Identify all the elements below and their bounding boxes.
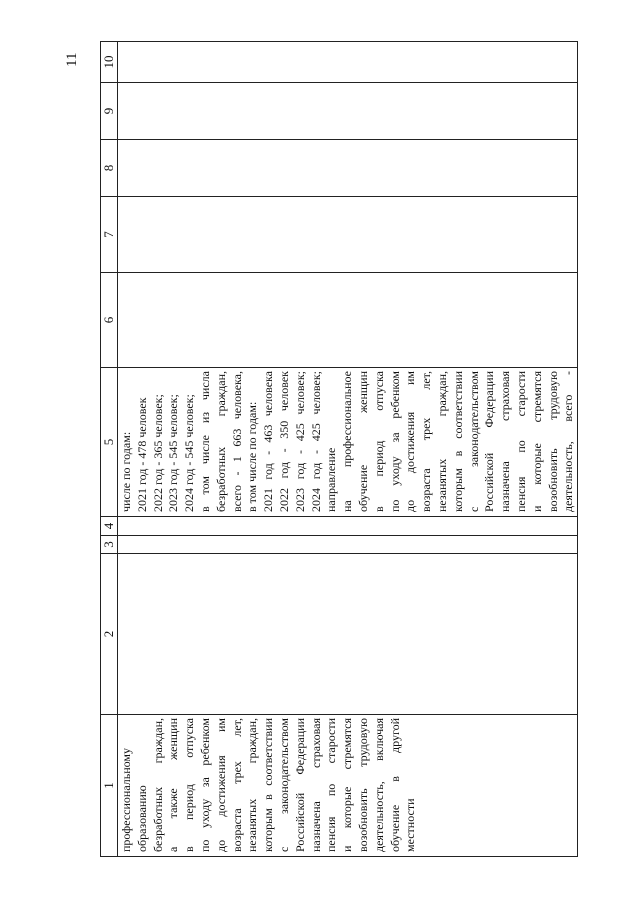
text-line: обучение в другой xyxy=(387,718,402,852)
page-number: 11 xyxy=(64,52,80,67)
text-line: возобновить трудовую xyxy=(545,371,560,512)
column-header: 10 xyxy=(101,42,118,83)
text-line: 2021 год - 463 человека xyxy=(261,371,276,512)
column-header: 8 xyxy=(101,140,118,197)
column-header: 3 xyxy=(101,536,118,554)
column-header: 6 xyxy=(101,273,118,368)
text-line: возобновить трудовую xyxy=(355,718,370,852)
text-line: по уходу за ребенком xyxy=(387,371,402,512)
text-line: незанятых граждан, xyxy=(245,718,260,852)
text-line: которым в соответствии xyxy=(450,371,465,512)
cell-col-6 xyxy=(118,273,578,368)
text-line: 2023 год - 545 человек; xyxy=(166,394,181,512)
text-line: которым в соответствии xyxy=(261,718,276,852)
text-line: назначена страховая xyxy=(308,718,323,852)
text-line: до достижения им xyxy=(213,718,228,852)
text-line: Российской Федерации xyxy=(482,371,497,512)
text-line: в период отпуска xyxy=(182,718,197,852)
column-header: 2 xyxy=(101,554,118,715)
column-header: 5 xyxy=(101,368,118,517)
cell-col-9 xyxy=(118,83,578,140)
text-line: назначена страховая xyxy=(498,371,513,512)
text-line: Российской Федерации xyxy=(292,718,307,852)
text-line: 2021 год - 478 человек xyxy=(134,397,149,512)
text-line: числе по годам: xyxy=(119,431,133,512)
text-line: до достижения им xyxy=(403,371,418,512)
text-line: деятельность, всего - xyxy=(561,371,576,512)
text-line: на профессиональное xyxy=(340,371,355,512)
text-line: 2022 год - 365 человек; xyxy=(150,394,165,512)
text-line: профессиональному xyxy=(119,748,133,852)
text-line: 2023 год - 425 человек; xyxy=(292,371,307,512)
text-line: в период отпуска xyxy=(371,371,386,512)
text-line: возраста трех лет, xyxy=(419,371,434,512)
text-line: с законодательством xyxy=(276,718,291,852)
text-line: в том числе по годам: xyxy=(245,401,260,512)
cell-col-8 xyxy=(118,140,578,197)
text-line: 2024 год - 425 человек; xyxy=(308,371,323,512)
text-line: безработных граждан, xyxy=(150,718,165,852)
cell-col-1 xyxy=(118,715,578,857)
text-line: пенсия по старости xyxy=(324,718,339,852)
column-header: 9 xyxy=(101,83,118,140)
text-line: незанятых граждан, xyxy=(434,371,449,512)
text-line: и которые стремятся xyxy=(340,718,355,852)
table-header-row xyxy=(101,42,118,857)
text-line: по уходу за ребенком xyxy=(197,718,212,852)
cell-col-2 xyxy=(118,554,578,715)
text-line: 2022 год - 350 человек xyxy=(276,371,291,512)
text-line: всего - 1 663 человека, xyxy=(229,371,244,512)
table-row xyxy=(118,42,578,857)
text-line: в том числе из числа xyxy=(197,371,212,512)
column-header: 4 xyxy=(101,517,118,536)
text-line: местности xyxy=(403,798,418,852)
cell-col-5 xyxy=(118,368,578,517)
text-line: 2024 год - 545 человек; xyxy=(182,394,197,512)
column-header: 1 xyxy=(101,715,118,857)
text-line: безработных граждан, xyxy=(213,371,228,512)
text-line: с законодательством xyxy=(466,371,481,512)
cell-col-3 xyxy=(118,536,578,554)
cell-col-10 xyxy=(118,42,578,83)
text-line: направление xyxy=(324,447,339,512)
cell-col-7 xyxy=(118,197,578,273)
text-line: а также женщин xyxy=(166,718,181,852)
text-line: обучение женщин xyxy=(355,371,370,512)
text-line: деятельность, включая xyxy=(371,718,386,852)
text-line: и которые стремятся xyxy=(529,371,544,512)
text-line: образованию xyxy=(134,785,149,852)
text-line: пенсия по старости xyxy=(513,371,528,512)
data-table xyxy=(100,41,578,857)
text-line: возраста трех лет, xyxy=(229,718,244,852)
cell-col-4 xyxy=(118,517,578,536)
column-header: 7 xyxy=(101,197,118,273)
